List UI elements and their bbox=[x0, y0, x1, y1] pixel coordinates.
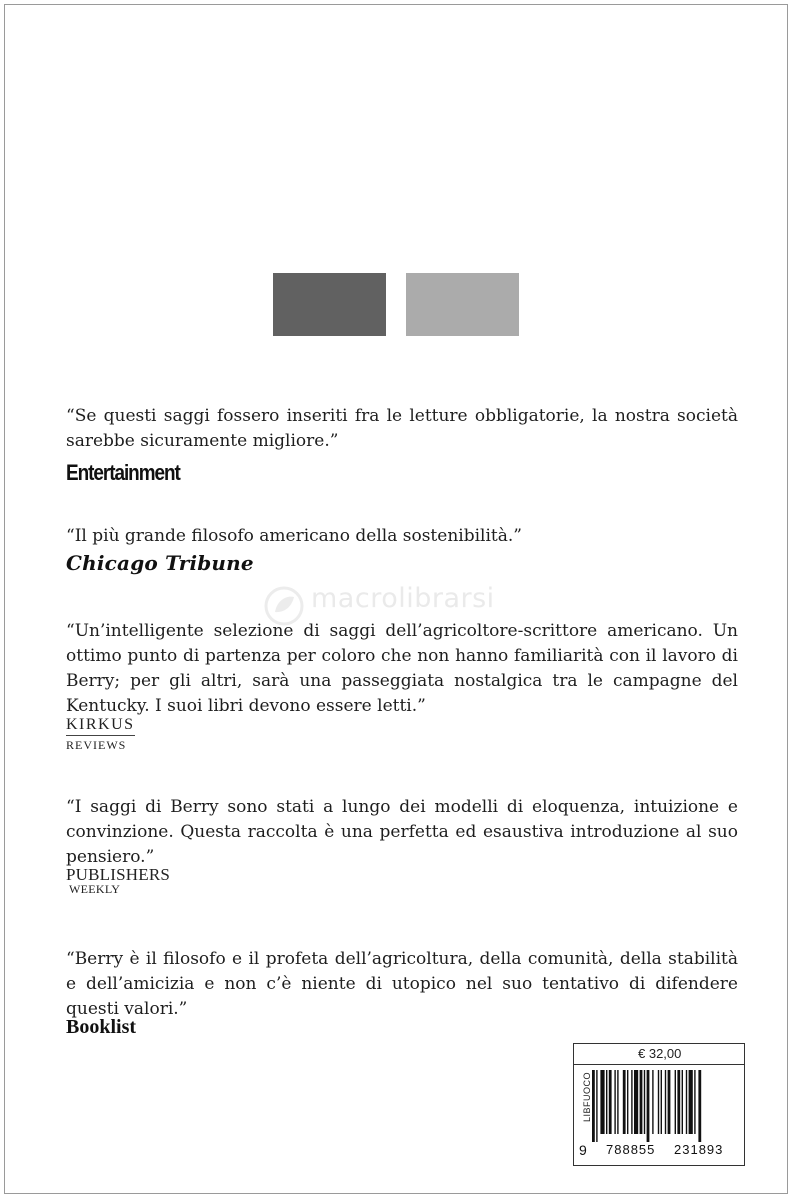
barcode-bars bbox=[592, 1070, 740, 1142]
isbn-first-digit: 9 bbox=[579, 1142, 587, 1158]
watermark-text: macrolibrarsi bbox=[311, 583, 495, 614]
pw-line-1: PUBLISHERS bbox=[66, 865, 171, 884]
isbn-left-digits: 788855 bbox=[606, 1142, 656, 1157]
review-quote-2: “Il più grande filosofo americano della sostenibilità.” bbox=[66, 526, 522, 546]
review-source-publishers-weekly bbox=[66, 867, 170, 897]
watermark bbox=[263, 583, 533, 633]
review-quote-1: “Se questi saggi fossero inseriti fra le letture obbligatorie, la nostra società sarebbe sicuramente migliore.” bbox=[66, 406, 738, 451]
kirkus-line-2: REVIEWS bbox=[66, 738, 127, 752]
dark-color-swatch bbox=[273, 273, 386, 336]
barcode-box bbox=[573, 1043, 745, 1166]
review-source-entertainment: Entertainment bbox=[66, 460, 180, 485]
publisher-code-label: LIBFUOCO bbox=[582, 1071, 592, 1122]
price-label: € 32,00 bbox=[638, 1046, 682, 1061]
review-quote-5: “Berry è il filosofo e il profeta dell’agricoltura, della comunità, della stabilità e dell’amicizia e non c’è niente di utopico nel suo tentativo di difendere questi valori.” bbox=[66, 949, 738, 1019]
kirkus-line-1: KIRKUS bbox=[66, 716, 135, 736]
price-row bbox=[574, 1044, 744, 1065]
review-quote-3: “Un’intelligente selezione di saggi dell’agricoltore-scrittore americano. Un ottimo punto di partenza per coloro che non hanno familiarità con il lavoro di Berry; per gli altri, sarà una passeggiata nostalgica tra le campagne del Kentucky. I suoi libri devono essere letti.” bbox=[66, 621, 738, 716]
light-color-swatch bbox=[406, 273, 519, 336]
review-source-booklist: Booklist bbox=[66, 1016, 137, 1038]
pw-line-2: WEEKLY bbox=[69, 882, 121, 896]
isbn-right-digits: 231893 bbox=[674, 1142, 724, 1157]
back-cover-page bbox=[4, 4, 788, 1194]
review-source-chicago-tribune: Chicago Tribune bbox=[66, 551, 254, 575]
leaf-icon bbox=[263, 585, 305, 627]
review-source-kirkus bbox=[66, 716, 135, 753]
review-quote-4: “I saggi di Berry sono stati a lungo dei modelli di eloquenza, intuizione e convinzione. Questa raccolta è una perfetta ed esaustiva introduzione al suo pensiero.” bbox=[66, 797, 738, 867]
